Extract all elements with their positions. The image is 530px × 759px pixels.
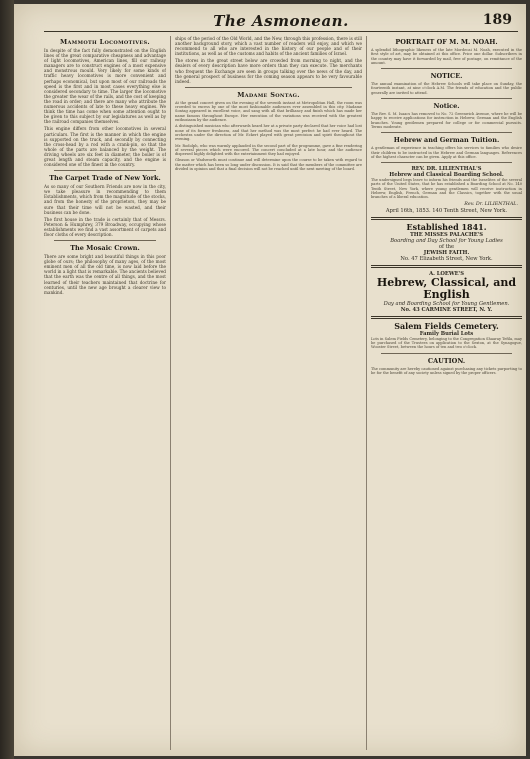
palache-line-1: THE MISSES PALACHE'S [409,231,484,238]
article-paragraph: There are some bright and beautiful things in this poor globe of ours; the philosophy of many ages, of the most eminent men of all the old time, is now laid before the world in a light that is remarkable. The ancients believed that the earth was the centre of all things, and the most learned of their teachers maintained that doctrine for centuries, until the new age brought a clearer view to mankind. [44,254,166,295]
article-paragraph: The stores in the great street below are crowded from morning to night, and the dealers of every description have more orders than they can execute. The merchants who frequent the Exchange are seen in groups talking over the news of the day, and the general prospect of business for the coming season appears to be very favourable indeed. [175,58,362,84]
article-heading-locomotives: Mammoth Locomotives. [60,38,150,46]
article-heading-mosaic-crown: The Mosaic Crown. [70,244,140,253]
notice-text: The annual examination of the Hebrew Schools will take place on Sunday, the fourteenth instant, at nine o'clock A.M. The friends of education and the public generally are invited to attend. [371,82,522,95]
lilienthal-signature: Rev. Dr. LILIENTHAL. [464,201,518,207]
notice-portrait-title: PORTRAIT OF M. M. NOAH. [395,38,498,46]
double-divider [371,265,522,268]
tuition-title: Hebrew and German Tuition. [393,136,500,145]
divider [381,132,512,133]
masthead-title: The Asmonean. [213,12,349,30]
divider [381,98,512,99]
caution-title: CAUTION. [427,356,466,365]
page-number: 189 [482,12,512,28]
article-paragraph: Mr. Rodolph, who was warmly applauded in the second part of the programme, gave a fine rendering of several pieces which were encored. The concert concluded at a late hour, and the audience dispersed highly delighted with the entertainment they had enjoyed. [175,143,362,157]
article-paragraph: In despite of the fact fully demonstrated on the English lines of the great comparative cheapness and advantage of light locomotives, American lines, fill our railway managers are to construct engines of a most expensive and monstrous mould. Very likely for some kinds of traffic heavy locomotives is more convenient and perhaps economical, but upon most of our railroads the speed is the first and in most cases everything else is considered secondary to time. The larger the locomotive the greater the wear of the rails, and the cost of keeping the road in order; and there are many who attribute the numerous accidents of late to these heavy engines. We think the time has come when some attention ought to be given to this subject by our legislatures as well as by the railroad companies themselves. [44,48,166,125]
divider [381,68,512,69]
article-paragraph: Gleason or Wadsworth must continue and will determine upon the course to be taken with regard to the matter which has been so long under discussion. It is said that the members of the committee are divided in opinion and that a final decision will not be reached until the next meeting of the board. [175,158,362,171]
lilienthal-text: The undersigned begs leave to inform his friends and the Israelites of the several parts of the United States, that he has established a Boarding School at No. 140 Tenth Street, New York, where young gentlemen will receive instruction in Hebrew, English, French, German and the Classics, together with the usual branches of a liberal education. [371,178,522,200]
column-2 [170,36,362,750]
article-paragraph: As so many of our Southern Friends are now in the city, we take pleasure in recommending to them Establishments, which from the magnitude of the stocks, and from the honesty of the proprietors, they may be sure that their time will not be wasted, and their business can be done. [44,184,166,215]
double-divider [371,316,522,319]
palache-line-3: of the [438,243,455,250]
article-heading-sontag: Madame Sontag. [237,90,300,99]
notice2-title: Notice. [433,102,460,111]
palache-line-2: Boarding and Day School for Young Ladies [390,237,503,244]
running-head [44,12,518,32]
column-3-advertisements [366,36,522,750]
article-paragraph: A distinguished musician who afterwards heard her at a private party declared that her voice had lost none of its former freshness, and that her method was the most perfect he had ever heard. The orchestra under the direction of Mr. Eckert played with great precision and spirit throughout the evening. [175,124,362,142]
notice-portrait-text: A splendid lithographic likeness of the late Mordecai M. Noah, executed in the first style of art, may be obtained at this office. Price one dollar. Subscribers in the country may have it forwarded by mail, free of postage, on remittance of the amount. [371,48,522,65]
palache-line-5: No. 47 Elizabeth Street, New York. [400,255,493,262]
cemetery-text: Lots in Salem Fields Cemetery, belonging to the Congregation Shaaray Tefila, may be purchased of the Trustees on application to the Sexton, at the Synagogue, Wooster Street, between the hours of ten and two o'clock. [371,336,522,350]
article-paragraph: At the grand concert given on the evening of the seventh instant at Metropolitan Hall, the room was crowded to excess by one of the most fashionable audiences ever assembled in this city. Madame Sontag appeared in excellent voice, and sang with all that brilliancy and finish which has made her name famous throughout Europe. Her execution of the variations was received with the greatest enthusiasm by the audience. [175,100,362,123]
caution-text: The community are hereby cautioned against purchasing any tickets purporting to be for the benefit of any society unless signed by the proper officers. [371,366,522,375]
palache-established: Established 1841. [406,221,487,232]
lilienthal-subtitle: Hebrew and Classical Boarding School. [389,172,504,179]
loewe-line-3: Day and Boarding School for Young Gentlemen. [383,300,510,307]
divider [381,353,512,354]
loewe-line-4: No. 43 CARMINE STREET, N. Y. [400,306,493,313]
divider [185,87,352,88]
loewe-line-1: A. LOEWE'S [429,270,464,277]
book-binding [0,0,14,759]
article-paragraph: ships of the period of the Old World, and the New, through this profession, there is still another background story, which a vast number of readers will enjoy, and which we recommend to all who are interested in the history of our people and of their institutions, as well as of the customs and habits of the ancient families of Israel. [175,36,362,57]
divider [54,170,156,171]
cemetery-subtitle: Family Burial Lots [419,330,474,337]
notice-title: NOTICE. [430,72,463,81]
cemetery-title: Salem Fields Cemetery. [394,320,499,331]
article-heading-carpet-trade: The Carpet Trade of New York. [49,174,161,183]
column-1 [44,36,166,750]
article-paragraph: This engine differs from other locomotives in several particulars. The first is the manner in which the engine is supported on the truck, and secondly by connecting the cross-head by a rod with a crank-pin, so that the whole of the parts are balanced by the weight. The driving wheels are six feet in diameter, the boiler is of great length and steam capacity, and the engine is considered one of the finest in the country. [44,126,166,168]
palache-line-4: JEWISH FAITH. [423,249,470,256]
loewe-line-2: Hebrew, Classical, and English [376,275,517,301]
divider [54,240,156,241]
lilienthal-head: REV. DR. LILIENTHAL'S [411,166,482,173]
double-divider [371,217,522,220]
divider [381,162,512,163]
notice2-text: The Rev. S. M. Isaacs has removed to No. 72 Greenwich Avenue, where he will be happy to receive applications for instruction in Hebrew, German and the English branches. Young gentlemen prepared for college or for commercial pursuits. Terms moderate. [371,112,522,129]
lilienthal-date: April 16th, 1853. 140 Tenth Street, New York. [385,207,508,214]
newspaper-page [14,4,526,756]
article-paragraph: The first house in the trade is certainly that of Messrs. Peterson & Humphrey, 379 Broadway, occupying whose establishments we find a vast assortment of carpets and floor cloths of every description. [44,216,166,237]
tuition-text: A gentleman of experience in teaching offers his services to families who desire their children to be instructed in the Hebrew and German languages. References of the highest character can be given. Apply at this office. [371,146,522,159]
